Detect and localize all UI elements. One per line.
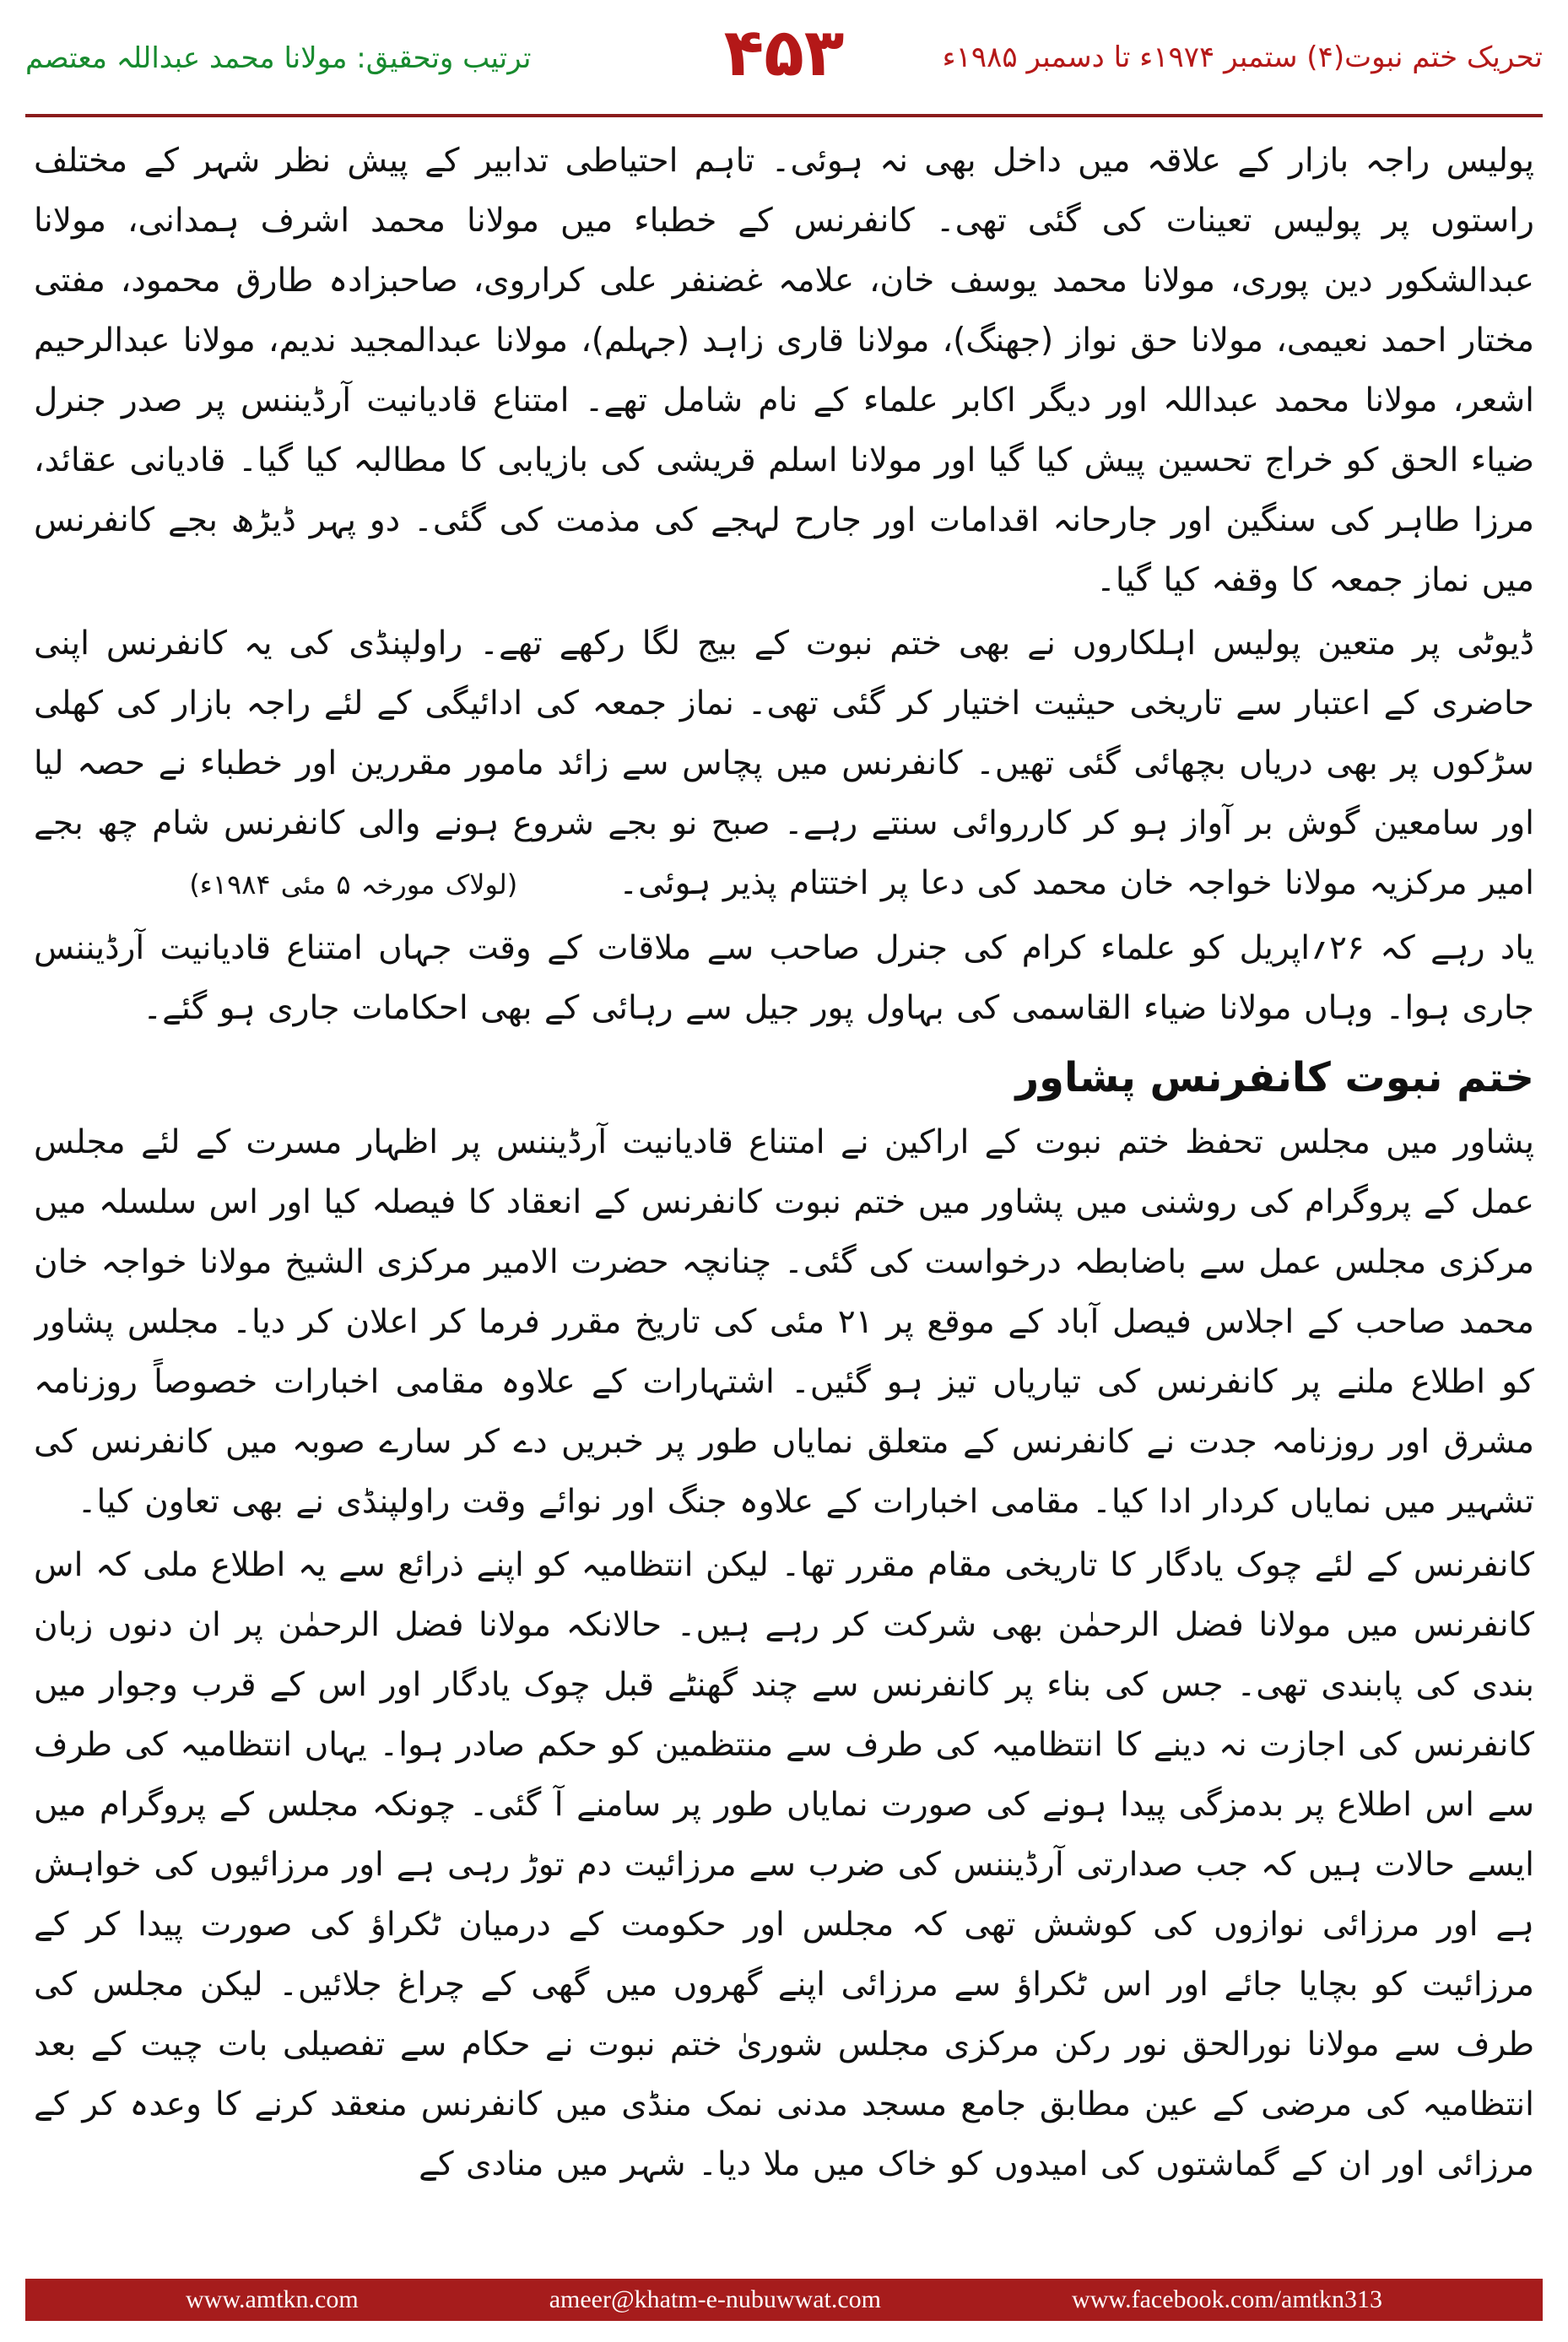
paragraph: کانفرنس کے لئے چوک یادگار کا تاریخی مقام مقرر تھا۔ لیکن انتظامیہ کو اپنے ذرائع سے یہ اطلاع ملی کہ اس کانفرنس میں مولانا فضل الرحمٰن بھی شرکت کر رہے ہیں۔ حالانکہ مولانا فضل الرحمٰن پر ان دنوں زبان بندی کی پابندی تھی۔ جس کی بناء پر کانفرنس سے چند گھنٹے قبل چوک یادگار اور اس کے قرب وجوار میں کانفرنس کی اجازت نہ دینے کا انتظامیہ کی طرف سے منتظمین کو حکم صادر ہوا۔ یہاں انتظامیہ کی طرف سے اس اطلاع پر بدمزگی پیدا ہونے کی صورت نمایاں طور پر سامنے آ گئی۔ چونکہ مجلس کے پروگرام میں ایسے حالات ہیں کہ جب صدارتی آرڈیننس کی ضرب سے مرزائیت دم توڑ رہی ہے اور مرزائیوں کی خواہش ہے اور مرزائی نوازوں کی کوشش تھی کہ مجلس اور حکومت کے درمیان ٹکراؤ کی صورت پیدا کر کے مرزائیت کو بچایا جائے اور اس ٹکراؤ سے مرزائی اپنے گھروں میں گھی کے چراغ جلائیں۔ لیکن مجلس کی طرف سے مولانا نورالحق نور رکن مرکزی مجلس شوریٰ ختم نبوت نے حکام سے تفصیلی بات چیت کے بعد انتظامیہ کی مرضی کے عین مطابق جامع مسجد مدنی نمک منڈی میں کانفرنس منعقد کرنے کا وعدہ کر کے مرزائی اور ان کے گماشتوں کی امیدوں کو خاک میں ملا دیا۔ شہر میں منادی کے xyxy=(34,1546,1534,2183)
section-heading: ختم نبوت کانفرنس پشاور xyxy=(1015,1054,1534,1101)
page-body xyxy=(34,131,1534,2207)
paragraph-text: ڈیوٹی پر متعین پولیس اہلکاروں نے بھی ختم نبوت کے بیج لگا رکھے تھے۔ راولپنڈی کی یہ کانفرنس اپنی حاضری کے اعتبار سے تاریخی حیثیت اختیار کر گئی تھی۔ نماز جمعہ کی ادائیگی کے لئے راجہ بازار کی کھلی سڑکوں پر بھی دریاں بچھائی گئی تھیں۔ کانفرنس میں پچاس سے زائد مامور مقررین اور خطباء نے حصہ لیا اور سامعین گوش بر آواز ہو کر کارروائی سنتے رہے۔ صبح نو بجے شروع ہونے والی کانفرنس شام چھ بجے امیر مرکزیہ مولانا خواجہ خان محمد کی دعا پر اختتام پذیر ہوئی۔ xyxy=(34,625,1534,902)
page-header xyxy=(25,15,1543,108)
page-footer xyxy=(25,2279,1543,2321)
paragraph-with-citation xyxy=(34,614,1534,915)
website-link[interactable]: www.amtkn.com xyxy=(186,2285,359,2313)
compiler-credit: ترتیب وتحقیق: مولانا محمد عبداللہ معتصم xyxy=(25,41,532,75)
paragraph: یاد رہے کہ ۲۶؍اپریل کو علماء کرام کی جنرل صاحب سے ملاقات کے وقت جہاں امتناع قادیانیت آرڈیننس جاری ہوا۔ وہاں مولانا ضیاء القاسمی کی بہاول پور جیل سے رہائی کے بھی احکامات جاری ہو گئے۔ xyxy=(34,929,1534,1027)
citation: (لولاک مورخہ ۵ مئی ۱۹۸۴ء) xyxy=(189,868,518,901)
book-title: تحریک ختم نبوت(۴) ستمبر ۱۹۷۴ء تا دسمبر ۱۹۸۵ء xyxy=(942,41,1543,74)
paragraph: پولیس راجہ بازار کے علاقہ میں داخل بھی نہ ہوئی۔ تاہم احتیاطی تدابیر کے پیش نظر شہر کے مختلف راستوں پر پولیس تعینات کی گئی تھی۔ کانفرنس کے خطباء میں مولانا محمد اشرف ہمدانی، مولانا عبدالشکور دین پوری، مولانا محمد یوسف خان، علامہ غضنفر علی کراروی، صاحبزادہ طارق محمود، مفتی مختار احمد نعیمی، مولانا حق نواز (جھنگ)، مولانا قاری زاہد (جہلم)، مولانا عبدالمجید ندیم، مولانا عبدالرحیم اشعر، مولانا محمد عبداللہ اور دیگر اکابر علماء کے نام شامل تھے۔ امتناع قادیانیت آرڈیننس پر صدر جنرل ضیاء الحق کو خراج تحسین پیش کیا گیا اور مولانا اسلم قریشی کی بازیابی کا مطالبہ کیا گیا۔ قادیانی عقائد، مرزا طاہر کی سنگین اور جارحانہ اقدامات اور جارح لہجے کی مذمت کی گئی۔ دو پہر ڈیڑھ بجے کانفرنس میں نماز جمعہ کا وقفہ کیا گیا۔ xyxy=(34,142,1534,599)
paragraph: پشاور میں مجلس تحفظ ختم نبوت کے اراکین نے امتناع قادیانیت آرڈیننس پر اظہار مسرت کے لئے مجلس عمل کے پروگرام کی روشنی میں پشاور میں ختم نبوت کانفرنس کے انعقاد کا فیصلہ کیا اور اس سلسلہ میں مرکزی مجلس عمل سے باضابطہ درخواست کی گئی۔ چنانچہ حضرت الامیر مرکزی الشیخ مولانا خواجہ خان محمد صاحب کے اجلاس فیصل آباد کے موقع پر ۲۱ مئی کی تاریخ مقرر فرما کر اعلان کر دیا۔ مجلس پشاور کو اطلاع ملنے پر کانفرنس کی تیاریاں تیز ہو گئیں۔ اشتہارات کے علاوہ مقامی اخبارات خصوصاً روزنامہ مشرق اور روزنامہ جدت نے کانفرنس کے متعلق نمایاں طور پر خبریں دے کر سارے صوبہ میں کانفرنس کی تشہیر میں نمایاں کردار ادا کیا۔ مقامی اخبارات کے علاوہ جنگ اور نوائے وقت راولپنڈی نے بھی تعاون کیا۔ xyxy=(34,1123,1534,1521)
facebook-link[interactable]: www.facebook.com/amtkn313 xyxy=(1072,2285,1382,2313)
header-divider xyxy=(25,114,1543,117)
page-number: ۴۵۳ xyxy=(723,15,845,91)
email-link[interactable]: ameer@khatm-e-nubuwwat.com xyxy=(549,2285,882,2313)
